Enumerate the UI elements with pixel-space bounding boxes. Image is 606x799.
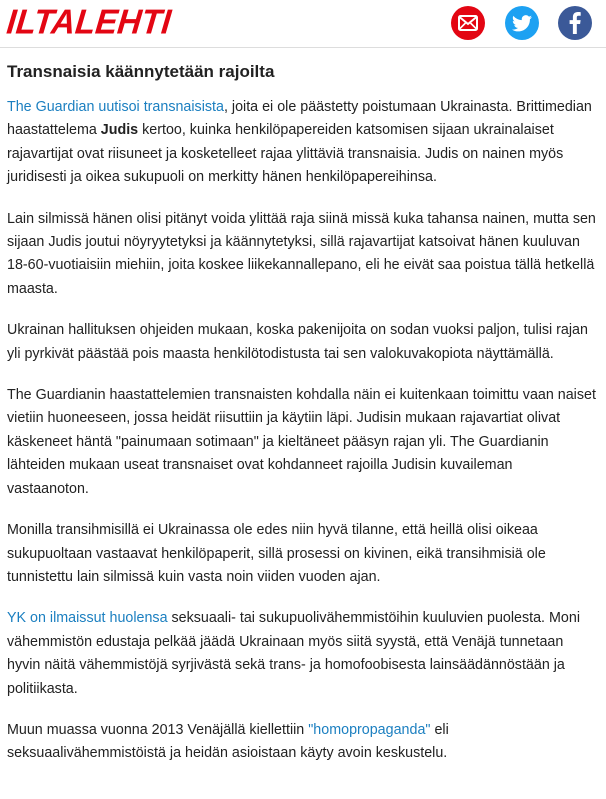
site-header [0,0,606,48]
paragraph-7 [7,719,597,766]
homopropaganda-link[interactable]: "homopropaganda" [308,721,431,738]
twitter-icon [512,15,532,32]
mail-share-button[interactable] [451,6,485,40]
facebook-icon [569,12,581,34]
paragraph-2: Lain silmissä hänen olisi pitänyt voida ylittää raja siinä missä kuka tahansa nainen, mutta sen sijaan Judis joutui nöyryytetyksi ja käännytetyksi, sillä rajavartijat katsoivat hänen kuuluvan 18-60-vuotiaisiin miehiin, joita koskee liikekannallepano, eli he eivät saa poistua tällä hetkellä maasta. [7,210,596,297]
article-body [7,60,597,766]
mail-icon [458,15,478,31]
paragraph-7-text-a: Muun muassa vuonna 2013 Venäjällä kiellettiin [7,721,309,738]
paragraph-6 [7,607,597,701]
paragraph-1-text-a: , joita ei ole päästetty poistumaan Ukrainasta. Brittimedian haastattelema [7,99,592,139]
paragraph-1-text-b: kertoo, kuinka henkilöpapereiden katsomisen sijaan ukrainalaiset rajavartijat ovat riisuneet ja kosketelleet rajaa ylittäviä transnaisia. Judis on nainen myös juridisesti ja oikea sukupuoli on merkitty hänen henkilöpapereihinsa. [7,122,564,186]
judis-name: Judis [100,122,139,139]
iltalehti-logo[interactable]: ILTALEHTI [5,2,173,41]
paragraph-3: Ukrainan hallituksen ohjeiden mukaan, koska pakenijoita on sodan vuoksi paljon, tulisi rajan yli pyrkivät päästää pois maasta henkilötodistusta tai sen valokuvakopiota näyttämällä. [7,322,588,362]
yk-link[interactable]: YK on ilmaissut huolensa [7,610,168,627]
paragraph-7-text-b: eli seksuaalivähemmistöistä ja heidän asioistaan käyty avoin keskustelu. [7,721,449,762]
paragraph-1 [7,96,597,190]
paragraph-5: Monilla transihmisillä ei Ukrainassa ole edes niin hyvä tilanne, että heillä olisi oikeaa sukupuoltaan vastaavat henkilöpaperit, sillä prosessi on kivinen, eikä transihmisiä ole tunnistettu lain silmissä kuin vasta noin viiden vuoden ajan. [7,522,546,585]
article-heading: Transnaisia käännytetään rajoilta [7,62,275,81]
twitter-share-button[interactable] [505,6,539,40]
paragraph-6-text: seksuaali- tai sukupuolivähemmistöihin kuuluvien puolesta. Moni vähemmistön edustaja pelkää jäädä Ukrainaan myös siitä syystä, että Venäjä tunnetaan hyvin näitä vähemmistöjä syrjivästä sekä trans- ja homofoobisesta lainsäädännöstään ja politiikasta. [7,610,580,697]
guardian-link[interactable]: The Guardian uutisoi transnaisista [7,99,224,115]
facebook-share-button[interactable] [558,6,592,40]
paragraph-4: The Guardianin haastattelemien transnaisten kohdalla näin ei kuitenkaan toimittu vaan naiset vietiin huoneeseen, jossa heidät riisuttiin ja käytiin läpi. Judisin mukaan rajavartiat olivat käskeneet häntä "painumaan sotimaan" ja kieltäneet pääsyn rajan yli. The Guardianin lähteiden mukaan useat transnaiset ovat kohdanneet rajoilla Judisin kuvaileman vastaanoton. [7,387,596,497]
